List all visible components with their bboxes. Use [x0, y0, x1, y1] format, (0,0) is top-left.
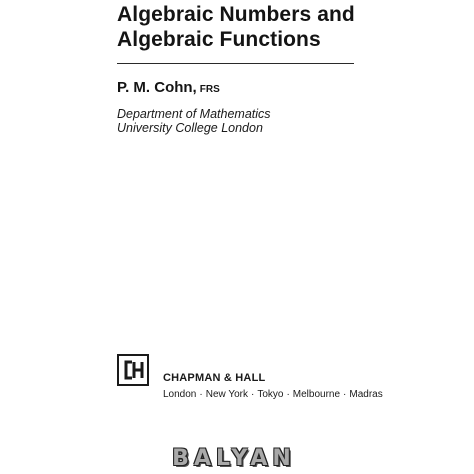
publisher-cities [163, 389, 383, 401]
city-separator: · [199, 389, 203, 400]
city-separator: · [250, 389, 255, 400]
title-divider [117, 63, 354, 64]
book-title-line-1: Algebraic Numbers and [117, 3, 355, 26]
publisher-name: CHAPMAN & HALL [163, 372, 266, 384]
book-title [117, 2, 355, 52]
author-affiliation [117, 107, 271, 135]
author-line [117, 79, 220, 99]
city-separator: · [343, 389, 347, 400]
watermark-text: BALYAN [172, 446, 296, 471]
city-london: London [163, 389, 197, 400]
city-madras: Madras [349, 389, 383, 400]
city-new-york: New York [205, 389, 248, 400]
chapman-hall-logo-icon [117, 354, 149, 386]
affiliation-line-2: University College London [117, 121, 263, 135]
city-tokyo: Tokyo [257, 389, 284, 400]
author-honorific: FRS [199, 84, 220, 95]
book-title-line-2: Algebraic Functions [117, 28, 321, 51]
author-name: P. M. Cohn, [117, 79, 197, 96]
city-melbourne: Melbourne [292, 389, 341, 400]
affiliation-line-1: Department of Mathematics [117, 107, 271, 121]
city-separator: · [286, 389, 290, 400]
